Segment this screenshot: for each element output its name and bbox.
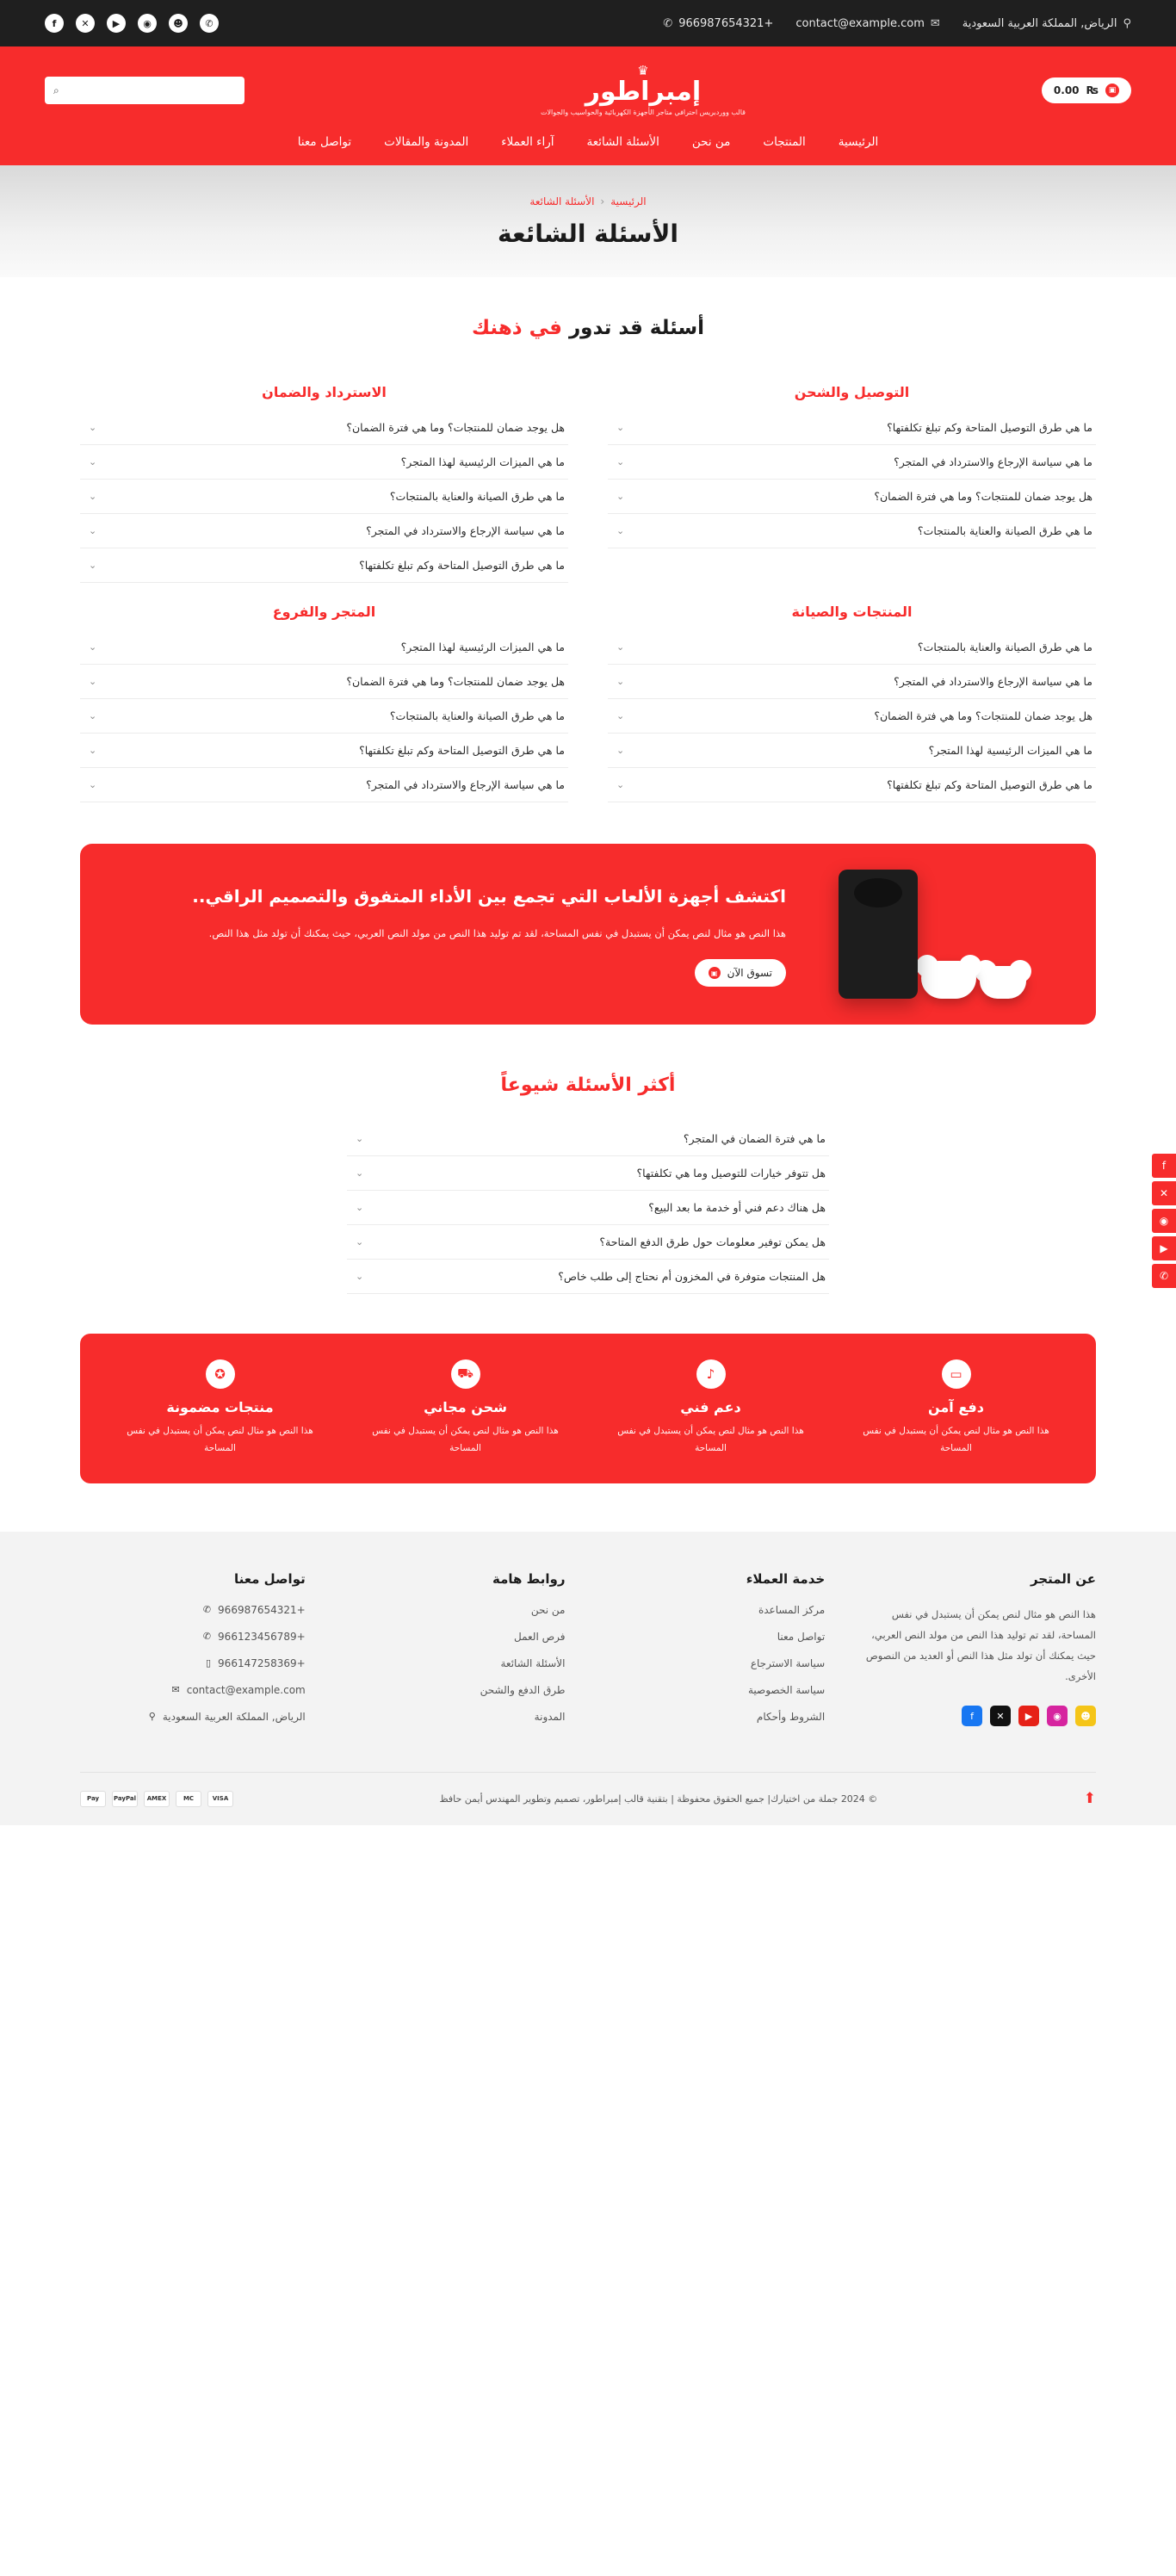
promo-title: اكتشف أجهزة الألعاب التي تجمع بين الأداء المتفوق والتصميم الراقي..	[192, 886, 786, 907]
promo-text-block	[115, 882, 803, 987]
faq-item[interactable]	[608, 665, 1096, 699]
faq-item[interactable]	[347, 1156, 829, 1191]
feature-text: هذا النص هو مثال لنص يمكن أن يستبدل في نفس المساحة	[372, 1426, 559, 1453]
footer-link: فرص العمل	[513, 1630, 566, 1643]
faq-question: هل المنتجات متوفرة في المخزون أم نحتاج إلى طلب خاص؟	[558, 1270, 826, 1283]
topbar-email[interactable]	[795, 17, 939, 30]
faq-question: ما هي سياسة الإرجاع والاسترداد في المتجر؟	[894, 455, 1092, 468]
search-box[interactable]	[45, 77, 244, 104]
faq-item[interactable]	[80, 768, 568, 802]
chevron-down-icon[interactable]: ⌄	[89, 560, 97, 571]
chevron-down-icon[interactable]: ⌄	[89, 422, 97, 433]
topbar-location	[962, 17, 1131, 30]
list-item[interactable]	[599, 1684, 825, 1696]
chevron-down-icon[interactable]: ⌄	[89, 491, 97, 502]
faq-heading-plain: أسئلة قد تدور	[568, 317, 704, 339]
faq-question: هل يوجد ضمان للمنتجات؟ وما هي فترة الضمان؟	[346, 675, 565, 688]
snapchat-icon[interactable]: ☻	[169, 14, 188, 33]
list-item[interactable]	[599, 1657, 825, 1669]
feature-title: دعم فني	[680, 1399, 741, 1415]
faq-item[interactable]	[347, 1191, 829, 1225]
nav-item-home[interactable]: الرئيسية	[838, 135, 879, 149]
x-icon[interactable]: ✕	[990, 1706, 1011, 1726]
youtube-icon[interactable]: ▶	[1152, 1236, 1176, 1260]
envelope-icon: ✉	[171, 1684, 180, 1696]
faq-item[interactable]	[80, 514, 568, 548]
faq-group-products	[608, 591, 1096, 802]
chevron-down-icon[interactable]: ⌄	[616, 641, 625, 653]
footer-links-list	[340, 1604, 566, 1723]
faq-item[interactable]	[608, 734, 1096, 768]
footer-link: الأسئلة الشائعة	[500, 1656, 566, 1669]
footer-contact-list	[80, 1604, 306, 1723]
footer-link: سياسة الاسترجاع	[750, 1656, 826, 1669]
shop-now-button[interactable]	[695, 959, 786, 987]
chevron-down-icon[interactable]: ⌄	[89, 710, 97, 721]
breadcrumb-home[interactable]: الرئيسية	[610, 195, 647, 207]
list-item[interactable]	[80, 1684, 306, 1696]
topbar-contact-group	[663, 17, 1131, 30]
chevron-down-icon[interactable]: ⌄	[356, 1133, 364, 1144]
faq-question: ما هي طرق الصيانة والعناية بالمنتجات؟	[389, 709, 565, 722]
feature-title: دفع آمن	[928, 1399, 984, 1415]
chevron-down-icon[interactable]: ⌄	[616, 745, 625, 756]
chevron-down-icon[interactable]: ⌄	[616, 525, 625, 536]
list-item[interactable]	[599, 1711, 825, 1723]
faq-question: ما هي الميزات الرئيسية لهذا المتجر؟	[400, 455, 565, 468]
list-item[interactable]	[80, 1657, 306, 1669]
topbar-social-group	[45, 14, 219, 33]
breadcrumb-separator: ‹	[600, 195, 605, 207]
faq-item[interactable]	[80, 630, 568, 665]
chevron-down-icon[interactable]: ⌄	[356, 1271, 364, 1282]
footer-contact	[80, 1571, 306, 1737]
faq-item[interactable]	[80, 734, 568, 768]
faq-item[interactable]	[608, 411, 1096, 445]
contact-text: contact@example.com	[186, 1683, 306, 1696]
faq-question: ما هي طرق التوصيل المتاحة وكم تبلغ تكلفتها؟	[359, 559, 565, 572]
topbar-phone[interactable]	[663, 17, 773, 30]
shop-now-label: تسوق الآن	[727, 967, 772, 979]
instagram-icon[interactable]: ◉	[1152, 1209, 1176, 1233]
chevron-down-icon[interactable]: ⌄	[616, 456, 625, 468]
faq-question: هل هناك دعم فني أو خدمة ما بعد البيع؟	[648, 1201, 826, 1214]
footer-about-title: عن المتجر	[1030, 1570, 1096, 1587]
faq-question: هل يوجد ضمان للمنتجات؟ وما هي فترة الضمان؟	[874, 490, 1092, 503]
mobile-icon: ▯	[205, 1657, 212, 1669]
envelope-icon: ✉	[930, 16, 940, 30]
faq-question: ما هي طرق التوصيل المتاحة وكم تبلغ تكلفتها؟	[359, 744, 565, 757]
promo-banner	[80, 844, 1096, 1025]
faq-item[interactable]	[80, 411, 568, 445]
faq-question: ما هي الميزات الرئيسية لهذا المتجر؟	[928, 744, 1092, 757]
faq-item[interactable]	[80, 548, 568, 583]
feature-guaranteed-products	[97, 1359, 343, 1458]
whatsapp-icon[interactable]: ✆	[1152, 1264, 1176, 1288]
instagram-icon[interactable]: ◉	[1047, 1706, 1068, 1726]
footer-link: سياسة الخصوصية	[747, 1683, 826, 1696]
faq-section	[0, 277, 1176, 811]
feature-text: هذا النص هو مثال لنص يمكن أن يستبدل في نفس المساحة	[617, 1426, 804, 1453]
nav-item-contact[interactable]: تواصل معنا	[297, 135, 352, 149]
facebook-icon[interactable]: f	[962, 1706, 982, 1726]
faq-question: ما هي طرق الصيانة والعناية بالمنتجات؟	[389, 490, 565, 503]
x-icon[interactable]: ✕	[76, 14, 95, 33]
list-item[interactable]	[340, 1631, 566, 1643]
gamepad-icon	[921, 961, 976, 999]
footer-link: الشروط وأحكام	[756, 1710, 826, 1723]
chevron-down-icon[interactable]: ⌄	[89, 525, 97, 536]
medal-icon: ✪	[206, 1359, 235, 1389]
faq-item[interactable]	[80, 699, 568, 734]
faq-item[interactable]	[80, 480, 568, 514]
faq-group-title: المتجر والفروع	[272, 604, 376, 620]
youtube-icon[interactable]: ▶	[1018, 1706, 1039, 1726]
phone-icon: ✆	[202, 1604, 212, 1616]
faq-item[interactable]	[608, 699, 1096, 734]
promo-illustration	[803, 870, 1061, 999]
footer-link: طرق الدفع والشحن	[480, 1683, 566, 1696]
chevron-down-icon[interactable]: ⌄	[356, 1202, 364, 1213]
page-title: الأسئلة الشائعة	[498, 219, 678, 248]
topbar-location-text: الرياض, المملكة العربية السعودية	[962, 16, 1117, 30]
search-input[interactable]	[59, 84, 236, 96]
cart-amount: 0.00	[1053, 84, 1080, 96]
contact-text: +966147258369	[218, 1656, 306, 1669]
cart-icon: ▣	[709, 967, 721, 979]
faq-grid	[80, 372, 1096, 802]
footer-customer-title: خدمة العملاء	[746, 1570, 826, 1587]
nav-item-blog[interactable]: المدونة والمقالات	[384, 135, 469, 149]
faq-group-refund	[80, 372, 568, 583]
contact-text: +966123456789	[218, 1630, 306, 1643]
faq-group-title: المنتجات والصيانة	[791, 604, 913, 620]
footer-customer-list	[599, 1604, 825, 1723]
faq-question: ما هي طرق الصيانة والعناية بالمنتجات؟	[917, 524, 1092, 537]
search-icon[interactable]: ⌕	[53, 84, 59, 96]
headset-icon: ♪	[696, 1359, 726, 1389]
footer-link: مركز المساعدة	[758, 1603, 826, 1616]
visa-icon: VISA	[207, 1791, 233, 1807]
feature-title: منتجات مضمونة	[166, 1399, 274, 1415]
location-pin-icon: ⚲	[1123, 16, 1131, 30]
list-item[interactable]	[80, 1631, 306, 1643]
cart-currency: ₨	[1086, 84, 1099, 96]
facebook-icon[interactable]: f	[45, 14, 64, 33]
list-item[interactable]	[80, 1711, 306, 1723]
faq-group-title: التوصيل والشحن	[794, 384, 910, 400]
chevron-down-icon[interactable]: ⌄	[356, 1236, 364, 1248]
page-hero	[0, 165, 1176, 277]
location-pin-icon: ⚲	[148, 1711, 156, 1723]
faq-question: هل يمكن توفير معلومات حول طرق الدفع المتاحة؟	[599, 1235, 826, 1248]
faq-question: ما هي فترة الضمان في المتجر؟	[683, 1132, 826, 1145]
faq-item[interactable]	[608, 630, 1096, 665]
faq-item[interactable]	[608, 768, 1096, 802]
arrow-up-icon[interactable]: ⬆	[1083, 1790, 1096, 1808]
list-item[interactable]	[340, 1684, 566, 1696]
game-console-image	[839, 870, 918, 999]
feature-title: شحن مجاني	[424, 1399, 507, 1415]
truck-icon: ⛟	[451, 1359, 480, 1389]
faq-question: هل تتوفر خيارات للتوصيل وما هي تكلفتها؟	[636, 1167, 826, 1180]
site-header	[0, 46, 1176, 165]
footer-columns	[80, 1571, 1096, 1737]
faq-question: ما هي طرق التوصيل المتاحة وكم تبلغ تكلفتها؟	[887, 421, 1092, 434]
faq-question: ما هي طرق الصيانة والعناية بالمنتجات؟	[917, 641, 1092, 653]
nav-item-products[interactable]: المنتجات	[763, 135, 806, 149]
footer-social-group	[859, 1706, 1096, 1726]
applepay-icon: Pay	[80, 1791, 106, 1807]
gamepad-icon	[980, 966, 1026, 999]
faq-item[interactable]	[80, 445, 568, 480]
logo-text: إمبراطور	[585, 76, 702, 107]
copyright-text: © 2024 جملة من اختيارك| جميع الحقوق محفوظة | بتقنية قالب إمبراطور، تصميم وتطوير المهندس أيمن حافظ	[439, 1793, 878, 1805]
floating-social-rail	[1152, 1154, 1176, 1288]
list-item[interactable]	[599, 1631, 825, 1643]
credit-card-icon: ▭	[942, 1359, 971, 1389]
common-questions-section	[80, 1074, 1096, 1294]
logo-subtitle: قالب ووردبريس احترافي متاجر الأجهزة الكهربائية والحواسيب والجوالات	[540, 108, 746, 117]
youtube-icon[interactable]: ▶	[107, 14, 126, 33]
footer-about	[859, 1571, 1096, 1737]
phone-icon: ✆	[663, 16, 673, 30]
chevron-down-icon[interactable]: ⌄	[89, 779, 97, 790]
footer-links-title: روابط هامة	[492, 1570, 566, 1587]
top-bar	[0, 0, 1176, 46]
faq-item[interactable]	[608, 445, 1096, 480]
footer-contact-title: تواصل معنا	[233, 1570, 306, 1587]
faq-question: هل يوجد ضمان للمنتجات؟ وما هي فترة الضمان؟	[346, 421, 565, 434]
cart-icon: ▣	[1105, 84, 1119, 97]
chevron-down-icon[interactable]: ⌄	[89, 456, 97, 468]
feature-text: هذا النص هو مثال لنص يمكن أن يستبدل في نفس المساحة	[863, 1426, 1049, 1453]
chevron-down-icon[interactable]: ⌄	[89, 676, 97, 687]
list-item[interactable]	[340, 1711, 566, 1723]
topbar-email-text: contact@example.com	[795, 16, 925, 30]
facebook-icon[interactable]: f	[1152, 1154, 1176, 1178]
faq-item[interactable]	[608, 514, 1096, 548]
feature-secure-payment	[833, 1359, 1079, 1458]
promo-body: هذا النص هو مثال لنص يمكن أن يستبدل في نفس المساحة، لقد تم توليد هذا النص من مولد النص العربي، حيث يمكنك أن تولد مثل هذا النص.	[208, 927, 786, 939]
footer-link: من نحن	[530, 1603, 566, 1616]
footer-customer-service	[599, 1571, 825, 1737]
nav-item-about[interactable]: من نحن	[691, 135, 731, 149]
site-footer	[0, 1532, 1176, 1825]
site-logo[interactable]	[244, 62, 1042, 117]
common-questions-title: أكثر الأسئلة شيوعاً	[500, 1074, 676, 1096]
x-icon[interactable]: ✕	[1152, 1181, 1176, 1205]
list-item[interactable]	[80, 1604, 306, 1616]
main-navigation	[45, 119, 1131, 165]
breadcrumb-current: الأسئلة الشائعة	[529, 195, 595, 207]
chevron-down-icon[interactable]: ⌄	[616, 422, 625, 433]
whatsapp-icon: ✆	[202, 1631, 212, 1643]
faq-group-store	[80, 591, 568, 802]
features-strip	[80, 1334, 1096, 1483]
crown-icon: ♛	[637, 62, 649, 78]
contact-text: +966987654321	[218, 1603, 306, 1616]
faq-item[interactable]	[347, 1122, 829, 1156]
faq-item[interactable]	[608, 480, 1096, 514]
paypal-icon: PayPal	[112, 1791, 138, 1807]
chevron-down-icon[interactable]: ⌄	[616, 491, 625, 502]
snapchat-icon[interactable]: ☻	[1075, 1706, 1096, 1726]
faq-question: ما هي الميزات الرئيسية لهذا المتجر؟	[400, 641, 565, 653]
nav-item-faq[interactable]: الأسئلة الشائعة	[586, 135, 659, 149]
faq-question: هل يوجد ضمان للمنتجات؟ وما هي فترة الضمان؟	[874, 709, 1092, 722]
topbar-phone-text: +966987654321	[678, 16, 774, 30]
whatsapp-icon[interactable]: ✆	[200, 14, 219, 33]
nav-item-reviews[interactable]: آراء العملاء	[501, 135, 554, 149]
chevron-down-icon[interactable]: ⌄	[356, 1167, 364, 1179]
cart-button[interactable]	[1042, 77, 1131, 103]
faq-item[interactable]	[347, 1260, 829, 1294]
faq-question: ما هي طرق التوصيل المتاحة وكم تبلغ تكلفتها؟	[887, 778, 1092, 791]
faq-heading-highlight: في ذهنك	[472, 317, 562, 339]
mastercard-icon: MC	[176, 1791, 201, 1807]
chevron-down-icon[interactable]: ⌄	[616, 710, 625, 721]
footer-link: المدونة	[534, 1710, 566, 1723]
faq-group-delivery	[608, 372, 1096, 583]
chevron-down-icon[interactable]: ⌄	[616, 676, 625, 687]
faq-question: ما هي سياسة الإرجاع والاسترداد في المتجر؟	[366, 778, 565, 791]
amex-icon: AMEX	[144, 1791, 170, 1807]
breadcrumb	[529, 195, 646, 207]
footer-link: تواصل معنا	[777, 1630, 826, 1643]
faq-item[interactable]	[347, 1225, 829, 1260]
list-item[interactable]	[340, 1604, 566, 1616]
faq-group-title: الاسترداد والضمان	[262, 384, 387, 400]
list-item[interactable]	[340, 1657, 566, 1669]
payment-methods	[80, 1791, 233, 1807]
chevron-down-icon[interactable]: ⌄	[89, 641, 97, 653]
footer-important-links	[340, 1571, 566, 1737]
faq-question: ما هي سياسة الإرجاع والاسترداد في المتجر؟	[366, 524, 565, 537]
feature-text: هذا النص هو مثال لنص يمكن أن يستبدل في نفس المساحة	[127, 1426, 313, 1453]
feature-free-shipping	[343, 1359, 588, 1458]
chevron-down-icon[interactable]: ⌄	[89, 745, 97, 756]
footer-bottom-bar	[80, 1772, 1096, 1825]
header-row	[45, 62, 1131, 119]
footer-about-text: هذا النص هو مثال لنص يمكن أن يستبدل في نفس المساحة، لقد تم توليد هذا النص من مولد النص العربي، حيث يمكنك أن تولد مثل هذا النص أو العديد من النصوص الأخرى.	[865, 1607, 1096, 1683]
list-item[interactable]	[599, 1604, 825, 1616]
faq-item[interactable]	[80, 665, 568, 699]
faq-heading	[0, 317, 1176, 339]
contact-text: الرياض, المملكة العربية السعودية	[162, 1710, 306, 1723]
faq-question: ما هي سياسة الإرجاع والاسترداد في المتجر؟	[894, 675, 1092, 688]
instagram-icon[interactable]: ◉	[138, 14, 157, 33]
feature-support	[588, 1359, 833, 1458]
chevron-down-icon[interactable]: ⌄	[616, 779, 625, 790]
